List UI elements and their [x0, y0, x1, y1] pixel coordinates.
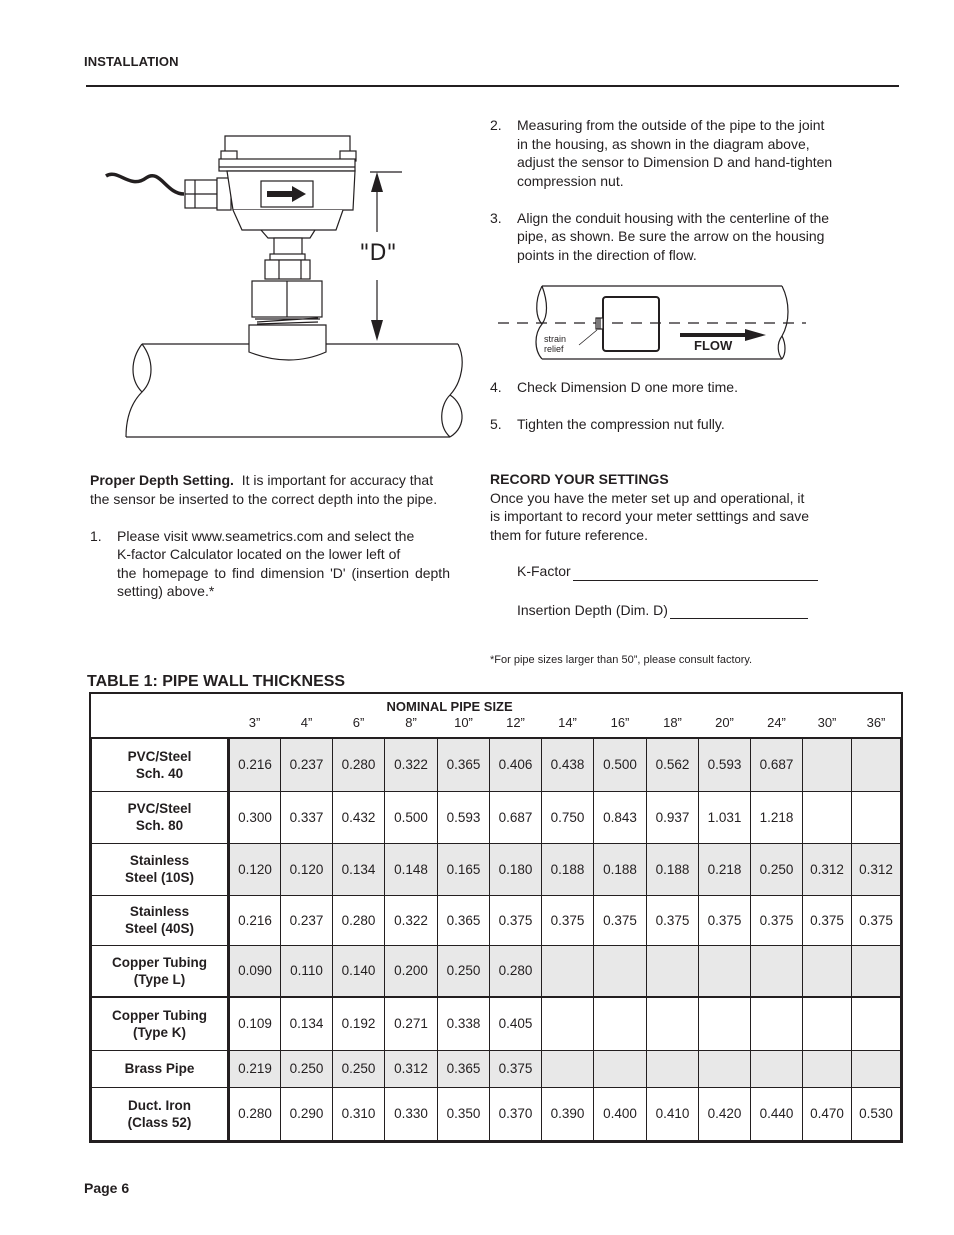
thickness-cell — [647, 997, 699, 1050]
thickness-cell — [803, 791, 852, 843]
thickness-cell: 0.593 — [438, 791, 490, 843]
thickness-cell: 0.410 — [647, 1087, 699, 1140]
thickness-cell — [751, 945, 803, 997]
table-row — [92, 895, 901, 945]
thickness-cell: 0.750 — [542, 791, 594, 843]
row-label: PVC/Steel Sch. 80 — [92, 791, 229, 843]
thickness-cell: 0.218 — [699, 843, 751, 895]
thickness-cell: 0.420 — [699, 1087, 751, 1140]
thickness-cell: 0.271 — [385, 997, 438, 1050]
size-header-row — [92, 714, 901, 738]
row-label: Duct. Iron (Class 52) — [92, 1087, 229, 1140]
kfactor-input-line[interactable] — [573, 566, 818, 581]
thickness-cell — [803, 738, 852, 791]
thickness-cell: 0.375 — [852, 895, 901, 945]
thickness-cell — [594, 997, 647, 1050]
thickness-cell: 0.375 — [751, 895, 803, 945]
thickness-cell: 0.562 — [647, 738, 699, 791]
thickness-cell: 0.280 — [333, 738, 385, 791]
thickness-cell: 0.375 — [803, 895, 852, 945]
thickness-cell — [852, 1050, 901, 1087]
thickness-cell: 0.390 — [542, 1087, 594, 1140]
sensor-installation-diagram — [100, 120, 480, 450]
thickness-cell: 0.120 — [229, 843, 281, 895]
svg-text:relief: relief — [544, 344, 564, 354]
depth-setting-title: Proper Depth Setting. — [90, 472, 234, 488]
thickness-cell: 0.250 — [333, 1050, 385, 1087]
thickness-cell: 0.687 — [490, 791, 542, 843]
table-row — [92, 791, 901, 843]
thickness-cell: 0.937 — [647, 791, 699, 843]
row-label: Copper Tubing (Type L) — [92, 945, 229, 997]
thickness-cell — [751, 997, 803, 1050]
thickness-cell — [542, 1050, 594, 1087]
thickness-cell: 0.500 — [385, 791, 438, 843]
thickness-cell — [594, 1050, 647, 1087]
step-5: 5. Tighten the compression nut fully. — [490, 416, 725, 432]
thickness-cell — [803, 945, 852, 997]
kfactor-field: K-Factor — [517, 562, 850, 581]
thickness-cell — [852, 945, 901, 997]
thickness-cell — [699, 945, 751, 997]
thickness-cell — [699, 997, 751, 1050]
thickness-cell: 0.110 — [281, 945, 333, 997]
thickness-cell: 0.400 — [594, 1087, 647, 1140]
thickness-cell: 0.300 — [229, 791, 281, 843]
thickness-cell: 0.843 — [594, 791, 647, 843]
thickness-cell: 0.312 — [852, 843, 901, 895]
thickness-cell: 0.280 — [333, 895, 385, 945]
thickness-cell: 0.140 — [333, 945, 385, 997]
thickness-cell: 0.330 — [385, 1087, 438, 1140]
table-title: TABLE 1: PIPE WALL THICKNESS — [87, 673, 346, 690]
thickness-cell: 0.322 — [385, 895, 438, 945]
size-header: 18” — [663, 715, 682, 730]
size-header: 30” — [817, 715, 837, 730]
thickness-cell: 0.350 — [438, 1087, 490, 1140]
pipe-wall-thickness-table — [91, 694, 901, 1141]
step-1: 1. Please visit www.seametrics.com and select the K-factor Calculator located on the lower left of the homepage to find dimension 'D' (insertion depth setting) above.* — [90, 527, 450, 599]
size-header: 10” — [454, 715, 473, 730]
thickness-cell — [803, 1050, 852, 1087]
thickness-cell: 0.188 — [647, 843, 699, 895]
thickness-cell: 0.375 — [594, 895, 647, 945]
thickness-cell: 0.180 — [490, 843, 542, 895]
size-header: 24” — [767, 715, 786, 730]
thickness-cell: 0.216 — [229, 895, 281, 945]
table-row — [92, 1050, 901, 1087]
thickness-cell — [647, 945, 699, 997]
thickness-cell: 0.134 — [281, 997, 333, 1050]
section-label: INSTALLATION — [84, 54, 179, 69]
thickness-cell: 0.530 — [852, 1087, 901, 1140]
thickness-cell: 0.250 — [438, 945, 490, 997]
thickness-cell: 0.375 — [542, 895, 594, 945]
thickness-cell: 0.370 — [490, 1087, 542, 1140]
thickness-cell — [594, 945, 647, 997]
thickness-cell: 0.237 — [281, 895, 333, 945]
thickness-cell: 0.338 — [438, 997, 490, 1050]
thickness-cell: 0.090 — [229, 945, 281, 997]
thickness-cell: 0.365 — [438, 895, 490, 945]
record-settings-title: RECORD YOUR SETTINGS — [490, 471, 669, 487]
thickness-cell: 0.192 — [333, 997, 385, 1050]
size-header: 20” — [715, 715, 734, 730]
thickness-cell: 0.148 — [385, 843, 438, 895]
table-row — [92, 1087, 901, 1140]
footnote: *For pipe sizes larger than 50”, please consult factory. — [490, 654, 753, 666]
thickness-cell: 0.406 — [490, 738, 542, 791]
thickness-cell: 0.188 — [594, 843, 647, 895]
thickness-cell: 0.109 — [229, 997, 281, 1050]
table-row — [92, 945, 901, 997]
thickness-cell: 0.322 — [385, 738, 438, 791]
thickness-cell: 1.218 — [751, 791, 803, 843]
size-header: 36” — [866, 715, 886, 730]
thickness-cell: 0.365 — [438, 738, 490, 791]
thickness-cell: 0.310 — [333, 1087, 385, 1140]
svg-text:"D": "D" — [359, 241, 397, 266]
thickness-cell — [699, 1050, 751, 1087]
size-header: 3” — [248, 715, 261, 730]
thickness-cell: 0.188 — [542, 843, 594, 895]
row-label: Stainless Steel (10S) — [92, 843, 229, 895]
size-header: 12” — [506, 715, 525, 730]
size-header: 4” — [300, 715, 313, 730]
thickness-cell — [542, 997, 594, 1050]
thickness-cell — [852, 738, 901, 791]
thickness-cell — [852, 997, 901, 1050]
row-label: Stainless Steel (40S) — [92, 895, 229, 945]
thickness-cell: 0.250 — [281, 1050, 333, 1087]
svg-text:strain: strain — [544, 334, 567, 344]
thickness-cell: 0.280 — [229, 1087, 281, 1140]
table-row — [92, 738, 901, 791]
thickness-cell: 0.200 — [385, 945, 438, 997]
pipe-top-view-diagram — [490, 282, 810, 362]
thickness-cell: 0.432 — [333, 791, 385, 843]
record-settings-section: RECORD YOUR SETTINGS Once you have the meter set up and operational, it is important to record your meter setttings and save them for future reference. K-Factor Insertion Depth (Dim. D) — [490, 470, 850, 619]
thickness-cell: 0.134 — [333, 843, 385, 895]
insertion-depth-input-line[interactable] — [670, 604, 808, 619]
thickness-cell: 0.375 — [699, 895, 751, 945]
thickness-cell: 0.440 — [751, 1087, 803, 1140]
thickness-cell: 0.165 — [438, 843, 490, 895]
table-row — [92, 843, 901, 895]
thickness-cell — [852, 791, 901, 843]
thickness-cell: 0.375 — [490, 1050, 542, 1087]
thickness-cell — [542, 945, 594, 997]
header-rule — [86, 85, 899, 87]
thickness-cell: 0.375 — [647, 895, 699, 945]
thickness-cell: 0.312 — [385, 1050, 438, 1087]
steps-4-5 — [490, 378, 870, 434]
thickness-cell: 0.470 — [803, 1087, 852, 1140]
steps-2-3 — [490, 116, 870, 264]
thickness-cell: 0.290 — [281, 1087, 333, 1140]
size-header: 14” — [558, 715, 577, 730]
thickness-cell: 0.405 — [490, 997, 542, 1050]
page-number: Page 6 — [84, 1180, 130, 1196]
thickness-cell: 0.687 — [751, 738, 803, 791]
row-label: Brass Pipe — [92, 1050, 229, 1087]
size-header: 8” — [405, 715, 417, 730]
thickness-cell: 0.120 — [281, 843, 333, 895]
row-label: Copper Tubing (Type K) — [92, 997, 229, 1050]
svg-text:FLOW: FLOW — [694, 338, 733, 353]
size-header: 6” — [352, 715, 365, 730]
insertion-depth-field: Insertion Depth (Dim. D) — [517, 601, 850, 620]
thickness-cell: 0.250 — [751, 843, 803, 895]
thickness-cell: 0.237 — [281, 738, 333, 791]
thickness-cell: 0.219 — [229, 1050, 281, 1087]
depth-setting-section: Proper Depth Setting. It is important for accuracy that the sensor be inserted to the correct depth into the pipe. 1. Please visit www.seametrics.com and select the K-factor Calculator located on the lower left of the homepage to find dimension 'D' (insertion depth setting) above.* — [90, 471, 475, 601]
row-label: PVC/Steel Sch. 40 — [92, 738, 229, 791]
step-4: 4. Check Dimension D one more time. — [490, 379, 738, 395]
nominal-pipe-size-header: NOMINAL PIPE SIZE — [386, 699, 513, 714]
step-3: 3. Align the conduit housing with the centerline of the pipe, as shown. Be sure the arrow on the housing points in the direction of flow. — [490, 209, 830, 263]
thickness-cell: 0.216 — [229, 738, 281, 791]
thickness-cell: 0.438 — [542, 738, 594, 791]
thickness-cell: 1.031 — [699, 791, 751, 843]
thickness-cell: 0.280 — [490, 945, 542, 997]
thickness-cell: 0.337 — [281, 791, 333, 843]
size-header: 16” — [610, 715, 630, 730]
table-row — [92, 997, 901, 1050]
thickness-cell — [647, 1050, 699, 1087]
thickness-cell — [803, 997, 852, 1050]
thickness-cell: 0.312 — [803, 843, 852, 895]
thickness-cell: 0.593 — [699, 738, 751, 791]
thickness-cell: 0.500 — [594, 738, 647, 791]
thickness-cell: 0.375 — [490, 895, 542, 945]
step-2: 2. Measuring from the outside of the pipe to the joint in the housing, as shown in the diagram above, adjust the sensor to Dimension D and hand-tighten compression nut. — [490, 117, 833, 189]
thickness-cell — [751, 1050, 803, 1087]
thickness-cell: 0.365 — [438, 1050, 490, 1087]
